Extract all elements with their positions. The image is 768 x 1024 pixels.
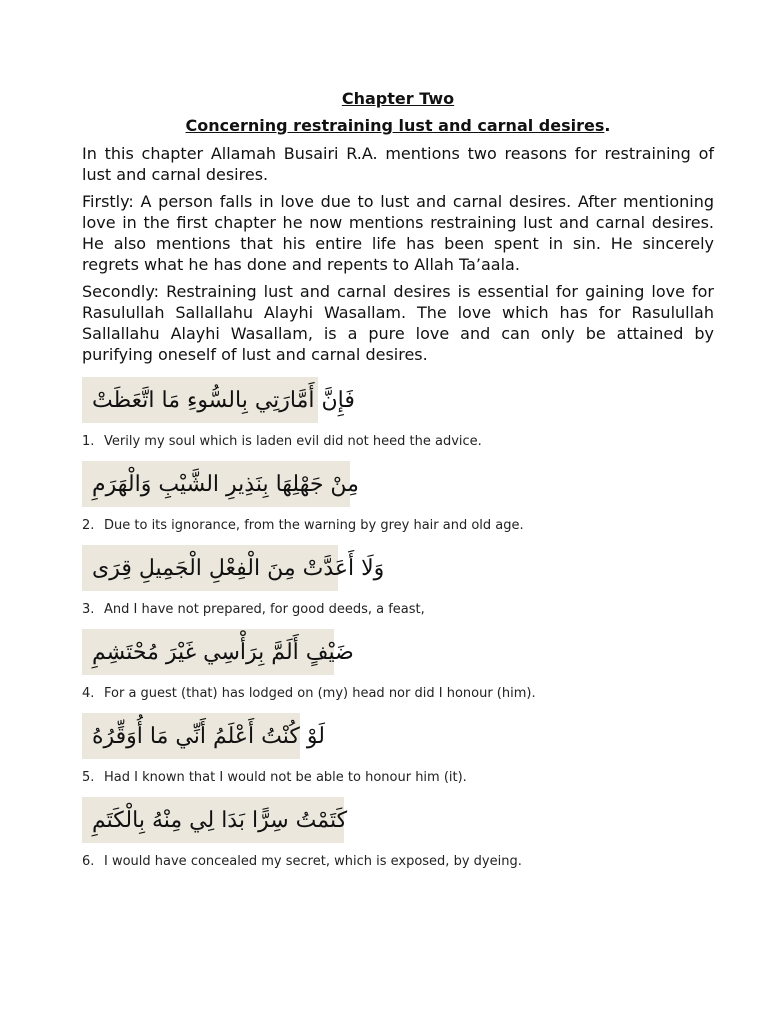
verse-translation-text: For a guest (that) has lodged on (my) head nor did I honour (him). <box>104 686 536 701</box>
chapter-subtitle-text: Concerning restraining lust and carnal desires <box>185 116 605 135</box>
verse-number: 6. <box>82 854 95 869</box>
verse-number: 3. <box>82 602 95 617</box>
chapter-title-text: Chapter Two <box>341 89 455 108</box>
arabic-verse-4-image: ضَيْفٍ أَلَمَّ بِرَأْسِي غَيْرَ مُحْتَشِمِ <box>82 629 334 675</box>
verse-number: 5. <box>82 770 95 785</box>
verse-number: 4. <box>82 686 95 701</box>
secondly-paragraph: Secondly: Restraining lust and carnal desires is essential for gaining love for Rasulullah Sallallahu Alayhi Wasallam. The love which has for Rasulullah Sallallahu Alayhi Wasallam, is a pure love and can only be attained by purifying oneself of lust and carnal desires. <box>82 282 714 364</box>
chapter-subtitle-period: . <box>604 116 611 135</box>
verse-translation-text: Verily my soul which is laden evil did not heed the advice. <box>104 434 482 449</box>
document-page <box>82 88 714 871</box>
verse-number: 2. <box>82 518 95 533</box>
arabic-verse-5-image: لَوْ كُنْتُ أَعْلَمُ أَنِّي مَا أُوَقِّرُهُ <box>82 713 300 759</box>
verse-number: 1. <box>82 434 95 449</box>
arabic-verse-6-image: كَتَمْتُ سِرًّا بَدَا لِي مِنْهُ بِالْكَتَمِ <box>82 797 344 843</box>
intro-paragraph: In this chapter Allamah Busairi R.A. mentions two reasons for restraining of lust and carnal desires. <box>82 144 714 184</box>
verse-translation-text: Had I known that I would not be able to honour him (it). <box>104 770 467 785</box>
verse-translation-3 <box>82 601 714 619</box>
verse-translation-4 <box>82 685 714 703</box>
arabic-verse-3-image: وَلَا أَعَدَّتْ مِنَ الْفِعْلِ الْجَمِيلِ قِرَى <box>82 545 338 591</box>
arabic-verse-2-image: مِنْ جَهْلِهَا بِنَذِيرِ الشَّيْبِ وَالْهَرَمِ <box>82 461 350 507</box>
verse-translation-2 <box>82 517 714 535</box>
verse-translation-text: And I have not prepared, for good deeds, a feast, <box>104 602 425 617</box>
verse-translation-text: Due to its ignorance, from the warning by grey hair and old age. <box>104 518 524 533</box>
firstly-paragraph: Firstly: A person falls in love due to lust and carnal desires. After mentioning love in the first chapter he now mentions restraining lust and carnal desires. He also mentions that his entire life has been spent in sin. He sincerely regrets what he has done and repents to Allah Ta’aala. <box>82 192 714 274</box>
arabic-verse-1-image: فَإِنَّ أَمَّارَتِي بِالسُّوءِ مَا اتَّعَظَتْ <box>82 377 318 423</box>
verse-translation-6 <box>82 853 714 871</box>
verse-translation-text: I would have concealed my secret, which is exposed, by dyeing. <box>104 854 522 869</box>
verse-translation-5 <box>82 769 714 787</box>
chapter-subtitle <box>82 115 714 137</box>
verse-translation-1 <box>82 433 714 451</box>
chapter-title <box>82 88 714 110</box>
